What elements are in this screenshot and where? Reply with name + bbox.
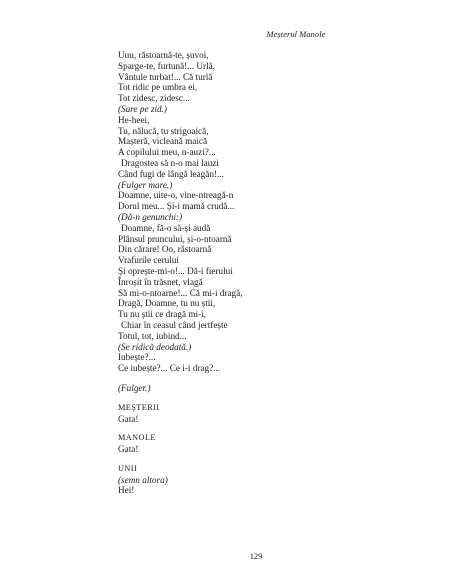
verse-line: Uuu, răstoarnă-te, șuvoi, <box>118 50 209 60</box>
verse-line: Înroșit în trăsnet, vlagă <box>118 276 203 287</box>
verse-line: Dorul meu... Și-i mamă crudă... <box>118 201 235 212</box>
stanza-gap <box>118 394 243 403</box>
line-manole: Gata! <box>118 444 139 455</box>
verse-line: Vrafurile cerului <box>118 255 179 266</box>
verse-line: Tot ridic pe umbra ei, <box>118 82 198 93</box>
verse-line: Dragă, Doamne, tu nu știi, <box>118 298 216 309</box>
speaker-mesterii: MEȘTERII <box>118 402 160 412</box>
stage-direction: (Fulger mare.) <box>118 179 173 190</box>
stage-direction: (Se ridică deodată.) <box>118 341 192 352</box>
verse-line: Tu nu știi ce dragă mi-i, <box>118 309 206 320</box>
verse-line: Ce iubește?... Ce i-i drag?... <box>118 363 221 374</box>
body-text <box>118 50 243 496</box>
verse-line: Când fugi de lângă leagăn!... <box>118 168 224 179</box>
speaker-manole: MANOLE <box>118 433 156 443</box>
running-head <box>0 30 452 39</box>
verse-block <box>118 50 243 374</box>
stage-direction-unii: (semn altora) <box>118 474 168 485</box>
verse-line: Mașteră, vicleană maică <box>118 136 208 147</box>
verse-line: Sparge-te, furtună!... Urlă, <box>118 60 216 71</box>
verse-line: A copilului meu, n-auzi?... <box>118 147 216 158</box>
stage-direction-lightning: (Fulger.) <box>118 382 151 393</box>
verse-line: Totul, tot, iubind... <box>118 330 187 341</box>
verse-line: Iubește?... <box>118 352 156 363</box>
verse-line: Doamne, fă-o să-și audă <box>121 222 211 233</box>
stage-direction: (Sare pe zid.) <box>118 103 167 114</box>
verse-line: Și oprește-mi-o!... Dă-i fierului <box>118 265 233 276</box>
verse-line: Să mi-o-ntoarne!... Că mi-i dragă, <box>118 287 243 298</box>
verse-line: Dragostea să n-o mai lauzi <box>121 157 219 168</box>
line-unii: Hei! <box>118 485 135 496</box>
stage-direction: (Dă-n genunchi:) <box>118 211 183 222</box>
stanza-gap <box>118 455 243 464</box>
verse-line: Tot zidesc, zidesc... <box>118 93 190 104</box>
stanza-gap <box>118 424 243 433</box>
verse-line: Chiar în ceasul când jertfește <box>121 319 228 330</box>
line-mesterii: Gata! <box>118 413 139 424</box>
page-number-text: 129 <box>249 552 263 561</box>
verse-line: Din cărare! Oo, răstoarnă <box>118 244 212 255</box>
verse-line: Plânsul pruncului, și-o-ntoarnă <box>118 233 232 244</box>
verse-line: Doamne, uite-o, vine-ntreagă-n <box>118 190 234 201</box>
stanza-gap <box>118 374 243 383</box>
verse-line: He-heei, <box>118 114 150 125</box>
running-head-title: Meșterul Manole <box>266 30 326 39</box>
verse-line: Tu, nălucă, tu strigoaică, <box>118 125 209 136</box>
speaker-unii: UNII <box>118 463 138 473</box>
verse-line: Vântule turbat!... Că turlă <box>118 71 213 82</box>
page-number <box>0 552 452 561</box>
